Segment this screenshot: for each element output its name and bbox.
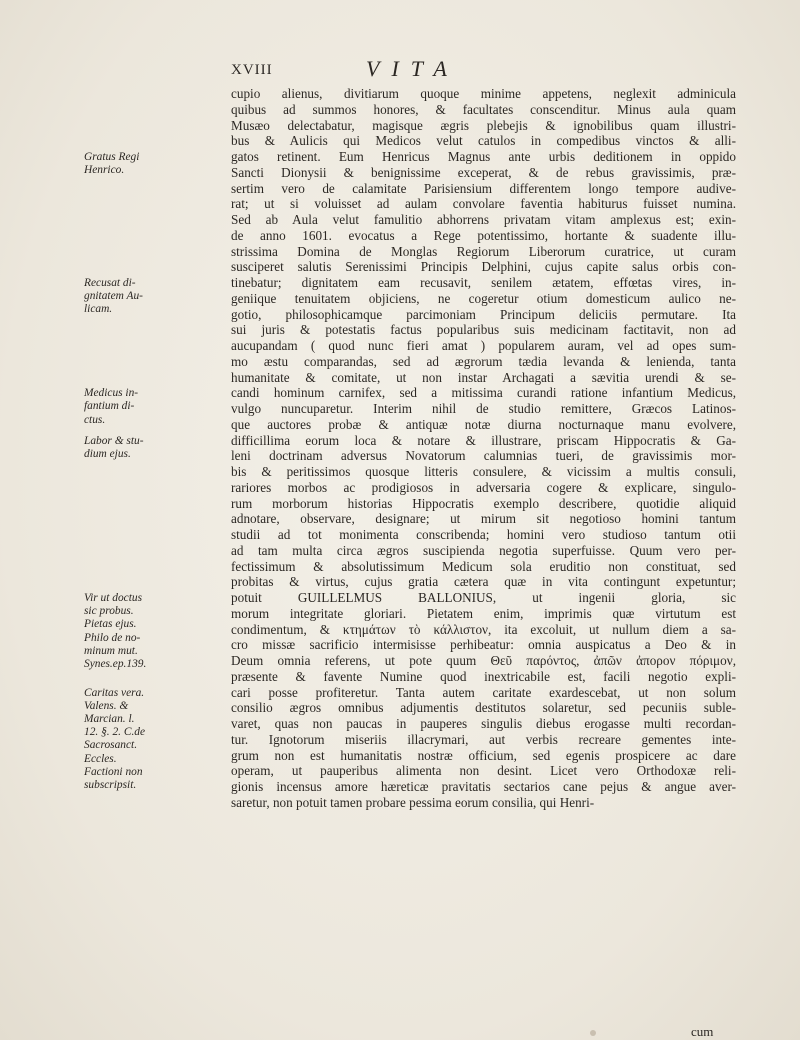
- text-line: cari posse profiteretur. Tanta autem caritate exardescebat, ut non solum: [231, 684, 736, 700]
- text-line: rariores morbos ac prodigiosos in adversaria cogere & explicare, singulo-: [231, 479, 736, 495]
- text-line: adnotare, observare, designare; ut mirum sit negotioso homini tantum: [231, 511, 736, 527]
- text-line: rum morborum historias Hippocratis exemplo describere, quotidie aliquid: [231, 495, 736, 511]
- margin-note: [84, 387, 224, 427]
- margin-note-line: Valens. &: [84, 699, 129, 712]
- text-line: mo æstu comparandas, sed ad ægrorum tædia levanda & lenienda, tanta: [231, 353, 736, 369]
- text-line: quibus ad summos honores, & facultates conscenditur. Minus aula quam: [231, 101, 736, 117]
- text-line: grum non est humanitatis nostræ officium, sed egenis prospicere ac dare: [231, 747, 736, 763]
- margin-note-line: Caritas vera.: [84, 686, 145, 699]
- margin-note-line: minum mut.: [84, 644, 138, 657]
- margin-note-line: fantium di-: [84, 400, 135, 413]
- page-number: XVIII: [231, 62, 273, 78]
- text-line: bus & Aulicis qui Medicos velut catulos in compedibus vinctos & alli-: [231, 133, 736, 149]
- text-line: leni doctrinam adversus Novatorum calumnias tueri, de gravissimis mor-: [231, 448, 736, 464]
- text-line: præsente & favente Numine quod inextricabile est, facili negotio expli-: [231, 668, 736, 684]
- margin-note: [84, 151, 224, 177]
- text-line: gionis incensus amore hæreticæ pravitatis sectarios cane pejus & angue aver-: [231, 779, 736, 794]
- text-line: humanitate & comitate, ut non instar Archagati a sævitia urendi & se-: [231, 369, 736, 385]
- text-line: tur. Ignotorum miseriis illacrymari, aut verbis recreare gementes inte-: [231, 731, 736, 747]
- text-line: probitas & virtus, cujus gratia cætera quæ in vita contingunt expetuntur;: [231, 574, 736, 590]
- catchword: cum: [691, 1024, 714, 1039]
- margin-note-line: sic probus.: [84, 605, 134, 618]
- text-line: de anno 1601. evocatus a Rege potentissimo, hortante & suadente illu-: [231, 227, 736, 243]
- text-line: condimentum, & κτημάτων τὸ κάλλιστον, ita excoluit, ut nullum diem a sa-: [231, 621, 736, 637]
- text-line: tinebatur; dignitatem eam recusavit, senilem ætatem, effœtas vires, in-: [231, 275, 736, 290]
- paper-stain: [590, 1030, 596, 1036]
- text-line: candi hominum carnifex, sed a mitissima curandi ratione infantium Medicus,: [231, 385, 736, 401]
- text-line: difficillima eorum loca & notare & illustrare, priscam Hippocratis & Ga-: [231, 432, 736, 448]
- margin-note: [84, 592, 224, 671]
- margin-note-line: Pietas ejus.: [84, 618, 137, 631]
- margin-note-line: Gratus Regi: [84, 151, 140, 163]
- margin-note-line: ctus.: [84, 413, 106, 426]
- margin-note: [84, 687, 224, 793]
- margin-note-line: Eccles.: [84, 752, 117, 765]
- margin-note-line: Recusat di-: [84, 277, 136, 289]
- text-line: que auctores probæ & antiquæ notæ diurna nocturnaque manu evolvere,: [231, 416, 736, 432]
- text-line: varet, quas non paucas in pauperes singulis diebus erogasse multi recordan-: [231, 716, 736, 731]
- text-line: Musæo delectabatur, magisque ægris plebejis & ignobilibus quam illustri-: [231, 117, 736, 133]
- text-line: Sancti Dionysii & benignissime exceperat, & de rebus gravissimis, præ-: [231, 164, 736, 180]
- margin-note-line: Marcian. l.: [84, 712, 135, 725]
- text-line: studii ad tot monimenta conscribenda; homini vero studioso tantum otii: [231, 527, 736, 542]
- text-line: vulgo nuncuparetur. Interim nihil de studio remittere, Græcos Latinos-: [231, 401, 736, 416]
- running-head: VITA: [366, 56, 459, 81]
- text-line: potuit GUILLELMUS BALLONIUS, ut ingenii gloria, sic: [231, 590, 736, 605]
- text-line: sui juris & potestatis factus popularibus suis medicinam factitavit, non ad: [231, 322, 736, 338]
- margin-note: [84, 277, 224, 317]
- margin-note-line: licam.: [84, 303, 113, 316]
- text-line: cro missæ sacrificio intermisisse perhibeatur: omnia auspicatus a Deo & in: [231, 637, 736, 653]
- text-line: consilio ægros omnibus adjumentis destitutos solaretur, sed pecuniis suble-: [231, 700, 736, 716]
- text-line: cupio alienus, divitiarum quoque minime appetens, neglexit adminicula: [231, 86, 736, 101]
- text-line: Sed ab Aula velut famulitio abhorrens privatam vitam amplexus est; exin-: [231, 212, 736, 227]
- margin-note-line: Henrico.: [84, 164, 125, 177]
- margin-note-line: Labor & stu-: [84, 434, 144, 447]
- text-line: gotio, philosophicamque parcimoniam Principum deliciis permutare. Ita: [231, 306, 736, 322]
- margin-note-line: gnitatem Au-: [84, 290, 143, 303]
- text-line: aucupandam ( quod nunc fieri amat ) popularem auram, vel ad opes sum-: [231, 338, 736, 353]
- text-line: Deum omnia referens, ut pote quum Θεῦ παρόντος, ἀπῶν ἀπορον πόριμον,: [231, 653, 736, 668]
- text-line: fectissimum & absolutissimum Medicum sola eruditio non constituat, sed: [231, 558, 736, 574]
- margin-note-line: Factioni non: [84, 765, 143, 778]
- body-text: [231, 86, 736, 811]
- text-line: morum integritate gloriari. Pietatem enim, imprimis quæ virtutum est: [231, 605, 736, 621]
- text-line: operam, ut pauperibus alimenta non desint. Licet vero Orthodoxæ reli-: [231, 763, 736, 779]
- margin-note-line: subscripsit.: [84, 778, 137, 791]
- page-header: [0, 56, 800, 86]
- margin-note-line: Sacrosanct.: [84, 739, 138, 752]
- margin-note-line: Vir ut doctus: [84, 592, 143, 604]
- text-line: geniique tenuitatem objiciens, ne cogeretur otium domesticum aulico ne-: [231, 290, 736, 306]
- text-line: sertim vero de calamitate Parisiensium differentem longo tempore audive-: [231, 180, 736, 196]
- text-line: susciperet salutis Serenissimi Principis Delphini, cujus capite salus orbis con-: [231, 259, 736, 275]
- margin-note-line: Synes.ep.139.: [84, 658, 147, 671]
- text-line: saretur, non potuit tamen probare pessima eorum consilia, qui Henri-: [231, 794, 595, 810]
- text-line: ad tam multa circa ægros suscipienda negotia superfuisse. Quum vero per-: [231, 542, 736, 558]
- margin-note-line: Medicus in-: [84, 387, 139, 400]
- text-line: rat; ut si voluisset ad aulam convolare faventia habiturus fuisset numina.: [231, 196, 736, 212]
- margin-note-line: dium ejus.: [84, 447, 131, 460]
- margin-note-line: Philo de no-: [84, 631, 141, 644]
- text-line: gatos retinent. Eum Henricus Magnus ante urbis deditionem in oppido: [231, 149, 736, 164]
- text-line: strissima Domina de Monglas Regiorum Liberorum curatrice, ut curam: [231, 243, 736, 259]
- margin-note-line: 12. §. 2. C.de: [84, 726, 146, 739]
- text-line: bis & peritissimos quosque litteris consulere, & vicissim a multis consuli,: [231, 464, 736, 479]
- margin-note: [84, 435, 224, 461]
